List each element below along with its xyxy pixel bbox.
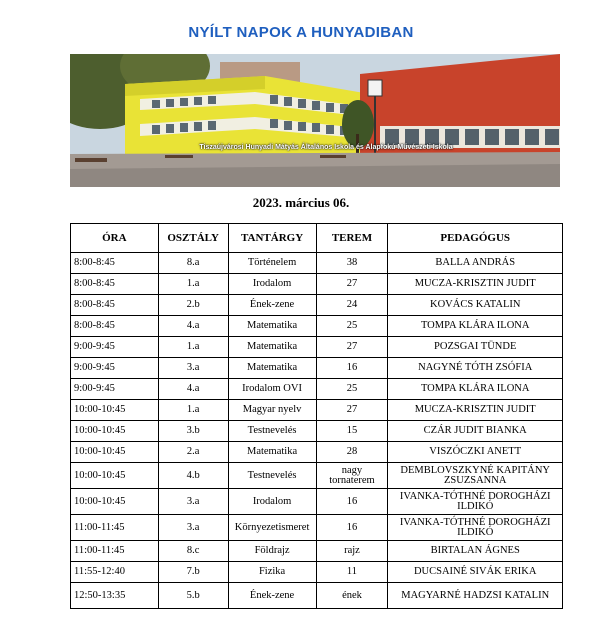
- cell-terem: 24: [316, 295, 388, 316]
- cell-osztaly: 4.a: [158, 316, 228, 337]
- cell-pedagogus: POZSGAI TÜNDE: [388, 337, 563, 358]
- cell-terem: 25: [316, 379, 388, 400]
- cell-terem: ének: [316, 583, 388, 609]
- cell-osztaly: 1.a: [158, 400, 228, 421]
- cell-ora: 10:00-10:45: [71, 421, 159, 442]
- cell-terem: 28: [316, 442, 388, 463]
- cell-tantargy: Ének-zene: [228, 295, 316, 316]
- cell-tantargy: Irodalom: [228, 274, 316, 295]
- cell-pedagogus: IVANKA-TÓTHNÉ DOROGHÁZI ILDIKÓ: [388, 515, 563, 541]
- table-row: [71, 583, 563, 609]
- cell-pedagogus: KOVÁCS KATALIN: [388, 295, 563, 316]
- cell-ora: 10:00-10:45: [71, 400, 159, 421]
- cell-pedagogus: CZÁR JUDIT BIANKA: [388, 421, 563, 442]
- cell-terem: 27: [316, 337, 388, 358]
- cell-pedagogus: BIRTALAN ÁGNES: [388, 541, 563, 562]
- cell-tantargy: Testnevelés: [228, 463, 316, 489]
- cell-osztaly: 3.a: [158, 489, 228, 515]
- cell-pedagogus: MUCZA-KRISZTIN JUDIT: [388, 400, 563, 421]
- cell-pedagogus: TOMPA KLÁRA ILONA: [388, 379, 563, 400]
- cell-osztaly: 3.a: [158, 515, 228, 541]
- cell-tantargy: Matematika: [228, 337, 316, 358]
- cell-osztaly: 8.a: [158, 253, 228, 274]
- cell-terem: 38: [316, 253, 388, 274]
- cell-osztaly: 5.b: [158, 583, 228, 609]
- cell-tantargy: Földrajz: [228, 541, 316, 562]
- cell-pedagogus: TOMPA KLÁRA ILONA: [388, 316, 563, 337]
- cell-tantargy: Környezetismeret: [228, 515, 316, 541]
- table-row: [71, 515, 563, 541]
- cell-tantargy: Matematika: [228, 442, 316, 463]
- cell-tantargy: Matematika: [228, 316, 316, 337]
- cell-ora: 8:00-8:45: [71, 253, 159, 274]
- cell-terem: rajz: [316, 541, 388, 562]
- cell-ora: 8:00-8:45: [71, 316, 159, 337]
- cell-ora: 9:00-9:45: [71, 337, 159, 358]
- schedule-table: [70, 223, 563, 609]
- header-pedagogus: PEDAGÓGUS: [388, 224, 563, 253]
- cell-ora: 8:00-8:45: [71, 295, 159, 316]
- photo-caption: Tiszaújvárosi Hunyadi Mátyás Általános Iskola és Alapfokú Művészeti Iskola: [199, 144, 453, 151]
- cell-tantargy: Irodalom OVI: [228, 379, 316, 400]
- cell-pedagogus: DEMBLOVSZKYNÉ KAPITÁNY ZSUZSANNA: [388, 463, 563, 489]
- table-row: [71, 541, 563, 562]
- cell-pedagogus: BALLA ANDRÁS: [388, 253, 563, 274]
- table-row: [71, 316, 563, 337]
- table-row: [71, 379, 563, 400]
- cell-ora: 11:00-11:45: [71, 541, 159, 562]
- cell-osztaly: 7.b: [158, 562, 228, 583]
- cell-terem: 27: [316, 400, 388, 421]
- cell-tantargy: Történelem: [228, 253, 316, 274]
- cell-ora: 10:00-10:45: [71, 442, 159, 463]
- cell-ora: 11:00-11:45: [71, 515, 159, 541]
- cell-tantargy: Ének-zene: [228, 583, 316, 609]
- cell-pedagogus: VISZÓCZKI ANETT: [388, 442, 563, 463]
- cell-tantargy: Testnevelés: [228, 421, 316, 442]
- cell-ora: 11:55-12:40: [71, 562, 159, 583]
- cell-tantargy: Irodalom: [228, 489, 316, 515]
- table-row: [71, 489, 563, 515]
- table-row: [71, 253, 563, 274]
- cell-ora: 9:00-9:45: [71, 379, 159, 400]
- header-tantargy: TANTÁRGY: [228, 224, 316, 253]
- cell-terem: 16: [316, 489, 388, 515]
- table-row: [71, 274, 563, 295]
- cell-ora: 10:00-10:45: [71, 489, 159, 515]
- school-photo: [70, 54, 560, 187]
- cell-pedagogus: DUCSAINÉ SIVÁK ERIKA: [388, 562, 563, 583]
- cell-osztaly: 3.a: [158, 358, 228, 379]
- table-row: [71, 400, 563, 421]
- cell-pedagogus: MUCZA-KRISZTIN JUDIT: [388, 274, 563, 295]
- cell-osztaly: 4.a: [158, 379, 228, 400]
- cell-terem: 25: [316, 316, 388, 337]
- cell-terem: 27: [316, 274, 388, 295]
- cell-terem: nagy tornaterem: [316, 463, 388, 489]
- cell-terem: 16: [316, 515, 388, 541]
- cell-ora: 12:50-13:35: [71, 583, 159, 609]
- cell-tantargy: Magyar nyelv: [228, 400, 316, 421]
- cell-pedagogus: MAGYARNÉ HADZSI KATALIN: [388, 583, 563, 609]
- cell-osztaly: 2.a: [158, 442, 228, 463]
- cell-osztaly: 8.c: [158, 541, 228, 562]
- table-row: [71, 295, 563, 316]
- cell-osztaly: 2.b: [158, 295, 228, 316]
- cell-tantargy: Fizika: [228, 562, 316, 583]
- cell-osztaly: 4.b: [158, 463, 228, 489]
- cell-osztaly: 3.b: [158, 421, 228, 442]
- header-osztaly: OSZTÁLY: [158, 224, 228, 253]
- cell-ora: 9:00-9:45: [71, 358, 159, 379]
- cell-osztaly: 1.a: [158, 337, 228, 358]
- cell-pedagogus: IVANKA-TÓTHNÉ DOROGHÁZI ILDIKÓ: [388, 489, 563, 515]
- table-row: [71, 358, 563, 379]
- cell-terem: 16: [316, 358, 388, 379]
- header-ora: ÓRA: [71, 224, 159, 253]
- table-row: [71, 337, 563, 358]
- cell-terem: 11: [316, 562, 388, 583]
- cell-terem: 15: [316, 421, 388, 442]
- table-row: [71, 442, 563, 463]
- cell-tantargy: Matematika: [228, 358, 316, 379]
- schedule-date: 2023. március 06.: [252, 195, 350, 210]
- table-row: [71, 562, 563, 583]
- page-title: NYÍLT NAPOK A HUNYADIBAN: [188, 24, 414, 41]
- cell-ora: 10:00-10:45: [71, 463, 159, 489]
- cell-ora: 8:00-8:45: [71, 274, 159, 295]
- table-row: [71, 463, 563, 489]
- table-row: [71, 421, 563, 442]
- cell-pedagogus: NAGYNÉ TÓTH ZSÓFIA: [388, 358, 563, 379]
- header-terem: TEREM: [316, 224, 388, 253]
- cell-osztaly: 1.a: [158, 274, 228, 295]
- table-header-row: [71, 224, 563, 253]
